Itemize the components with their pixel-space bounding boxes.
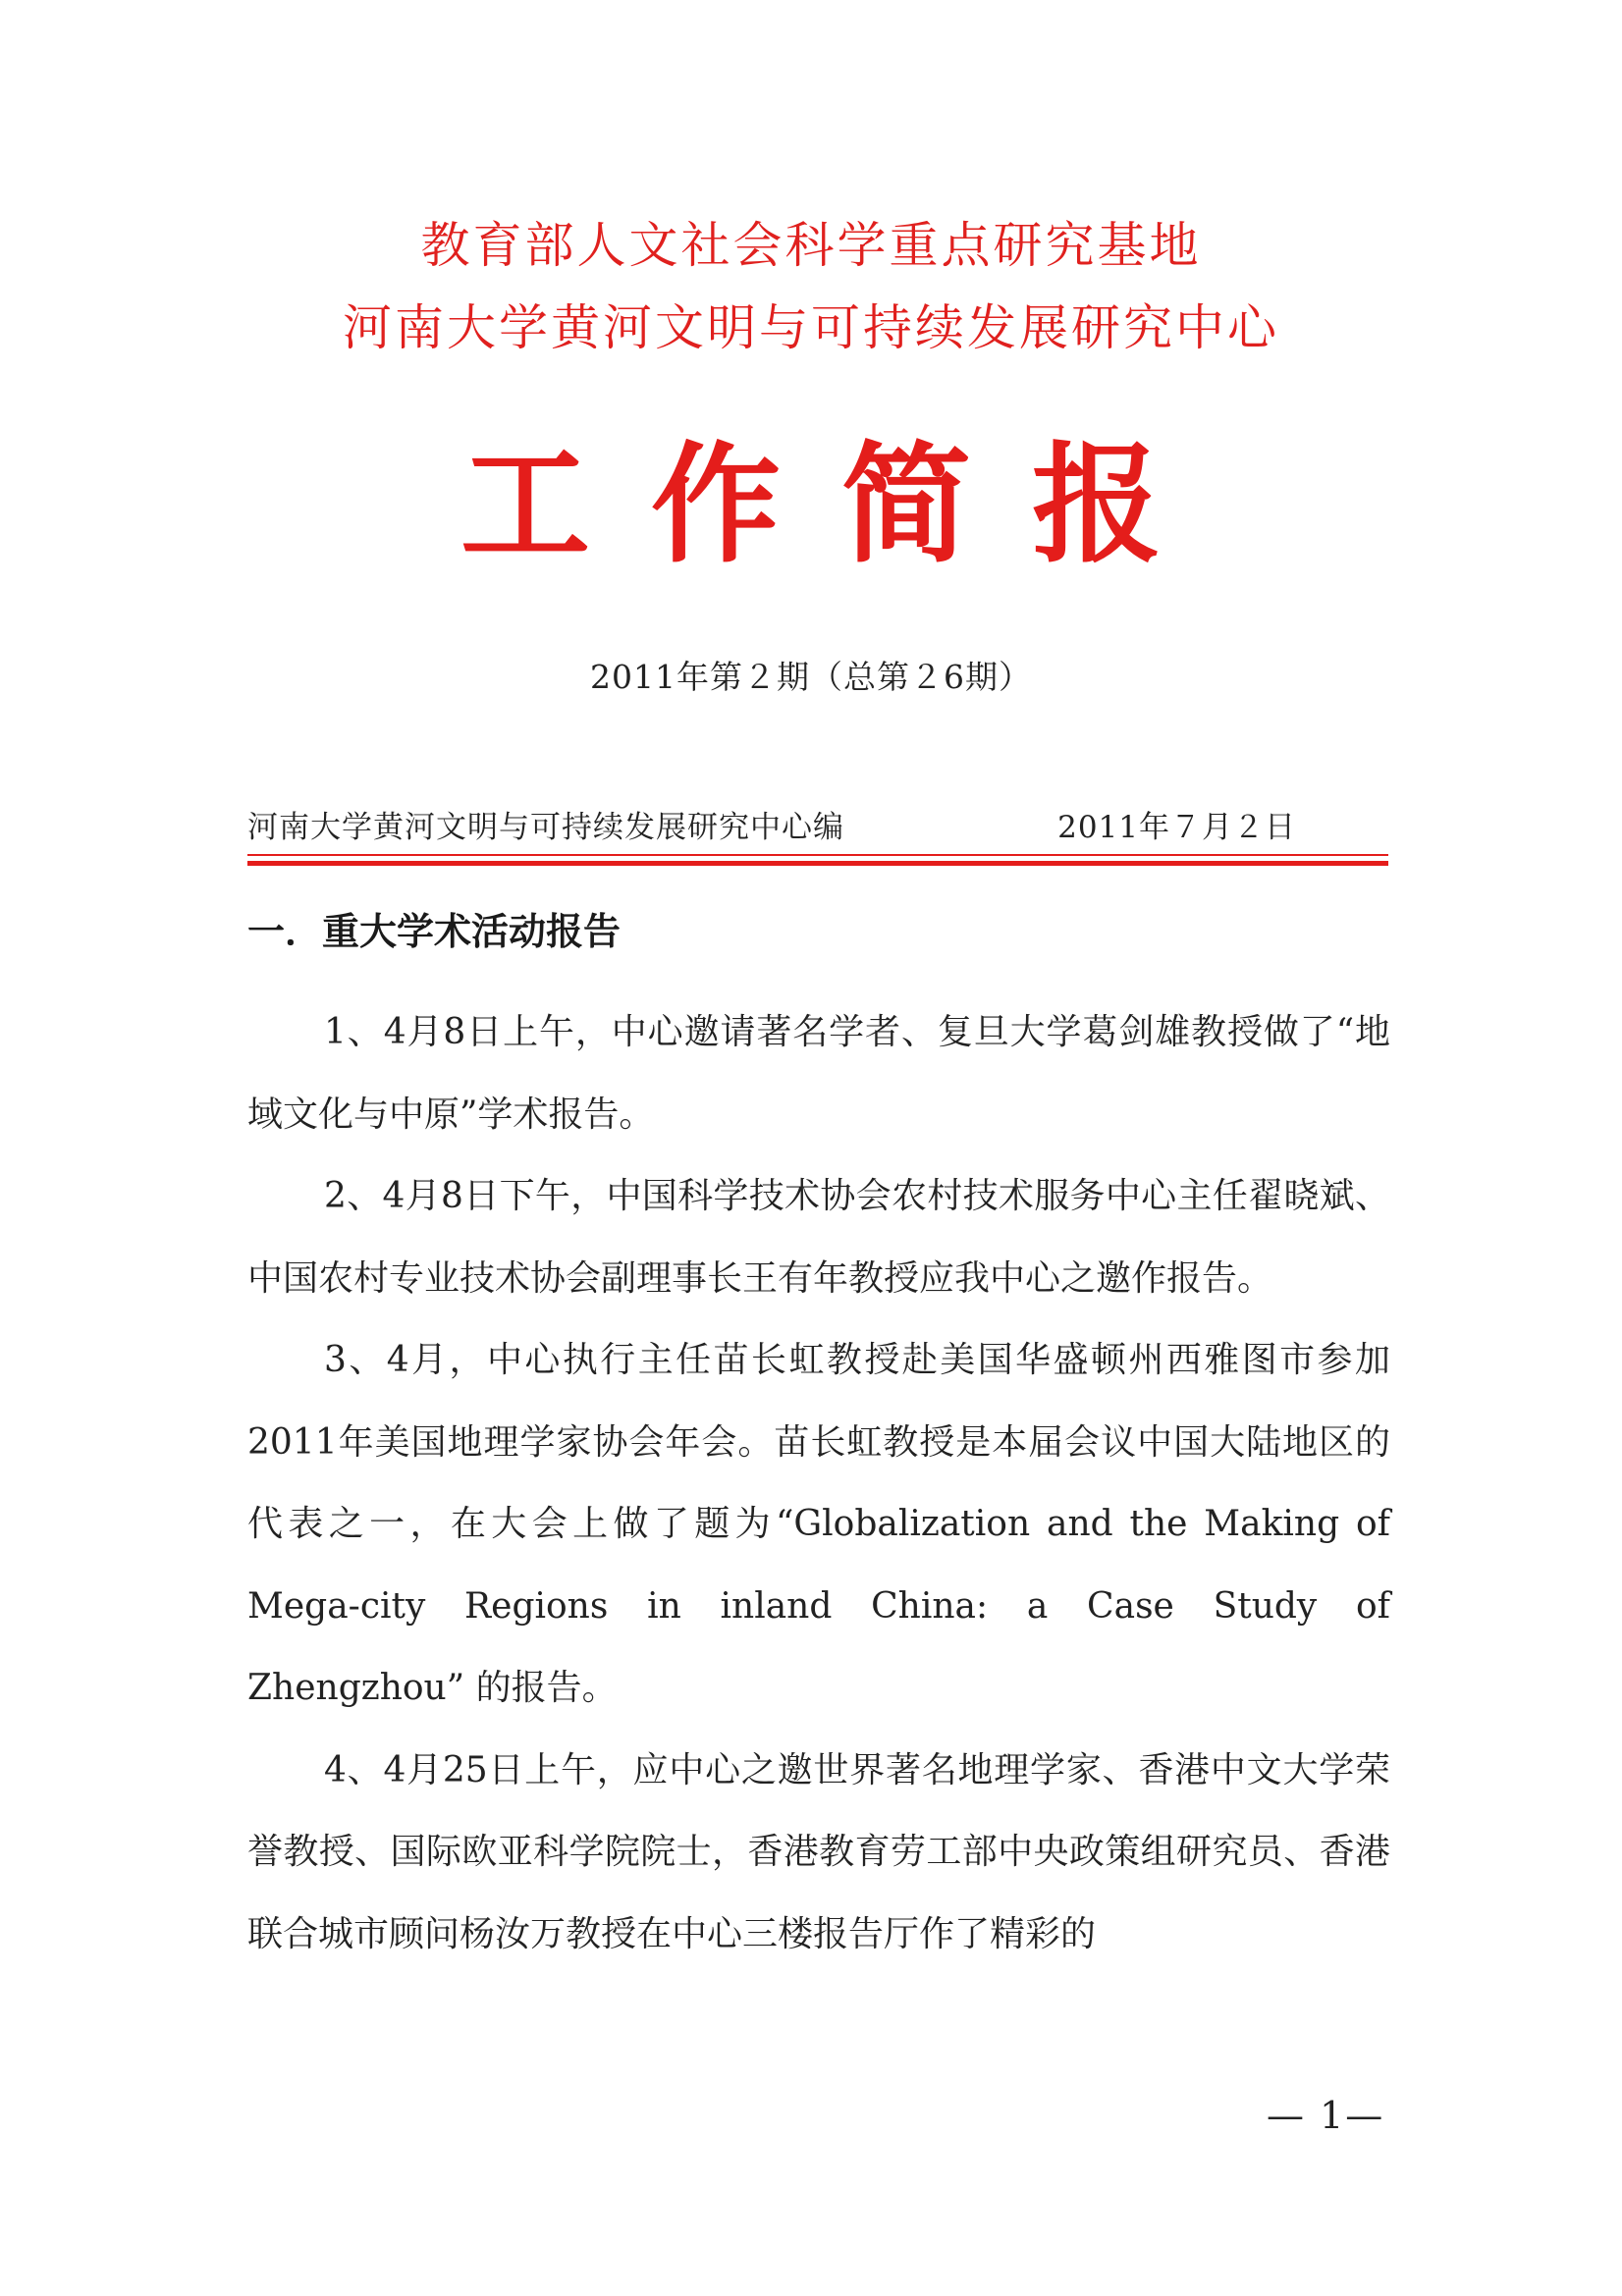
- page-number: — 1—: [1267, 2094, 1385, 2137]
- section-heading: 一．重大学术活动报告: [247, 910, 622, 953]
- paragraph-2: 2、4月8日下午，中国科学技术协会农村技术服务中心主任翟晓斌、中国农村专业技术协会副理事长王有年教授应我中心之邀作报告。: [247, 1176, 1390, 1299]
- institution-line-2: 河南大学黄河文明与可持续发展研究中心: [343, 299, 1279, 356]
- paragraph-4: 4、4月25日上午，应中心之邀世界著名地理学家、香港中文大学荣誉教授、国际欧亚科学院院士，香港教育劳工部中央政策组研究员、香港联合城市顾问杨汝万教授在中心三楼报告厅作了精彩的: [247, 1749, 1390, 1954]
- institution-line-1: 教育部人文社会科学重点研究基地: [420, 217, 1202, 274]
- editor-name: 河南大学黄河文明与可持续发展研究中心编: [247, 810, 844, 845]
- issue-number: 2011年第２期（总第２6期）: [590, 658, 1032, 696]
- paragraph-1: 1、4月8日上午，中心邀请著名学者、复旦大学葛剑雄教授做了“地域文化与中原”学术报告。: [247, 1012, 1390, 1135]
- brief-title: 工作简报: [460, 430, 1222, 581]
- section-body: [247, 991, 1390, 1975]
- divider-thin: [247, 854, 1388, 856]
- divider-thick: [247, 861, 1388, 866]
- paragraph-3: 3、4月，中心执行主任苗长虹教授赴美国华盛顿州西雅图市参加2011年美国地理学家协会年会。苗长虹教授是本届会议中国大陆地区的代表之一，在大会上做了题为“Globalization and the Making of Mega-city Regions in inland China: a Case Study of Zhengzhou” 的报告。: [247, 1340, 1390, 1708]
- publish-date: 2011年７月２日: [1057, 810, 1296, 845]
